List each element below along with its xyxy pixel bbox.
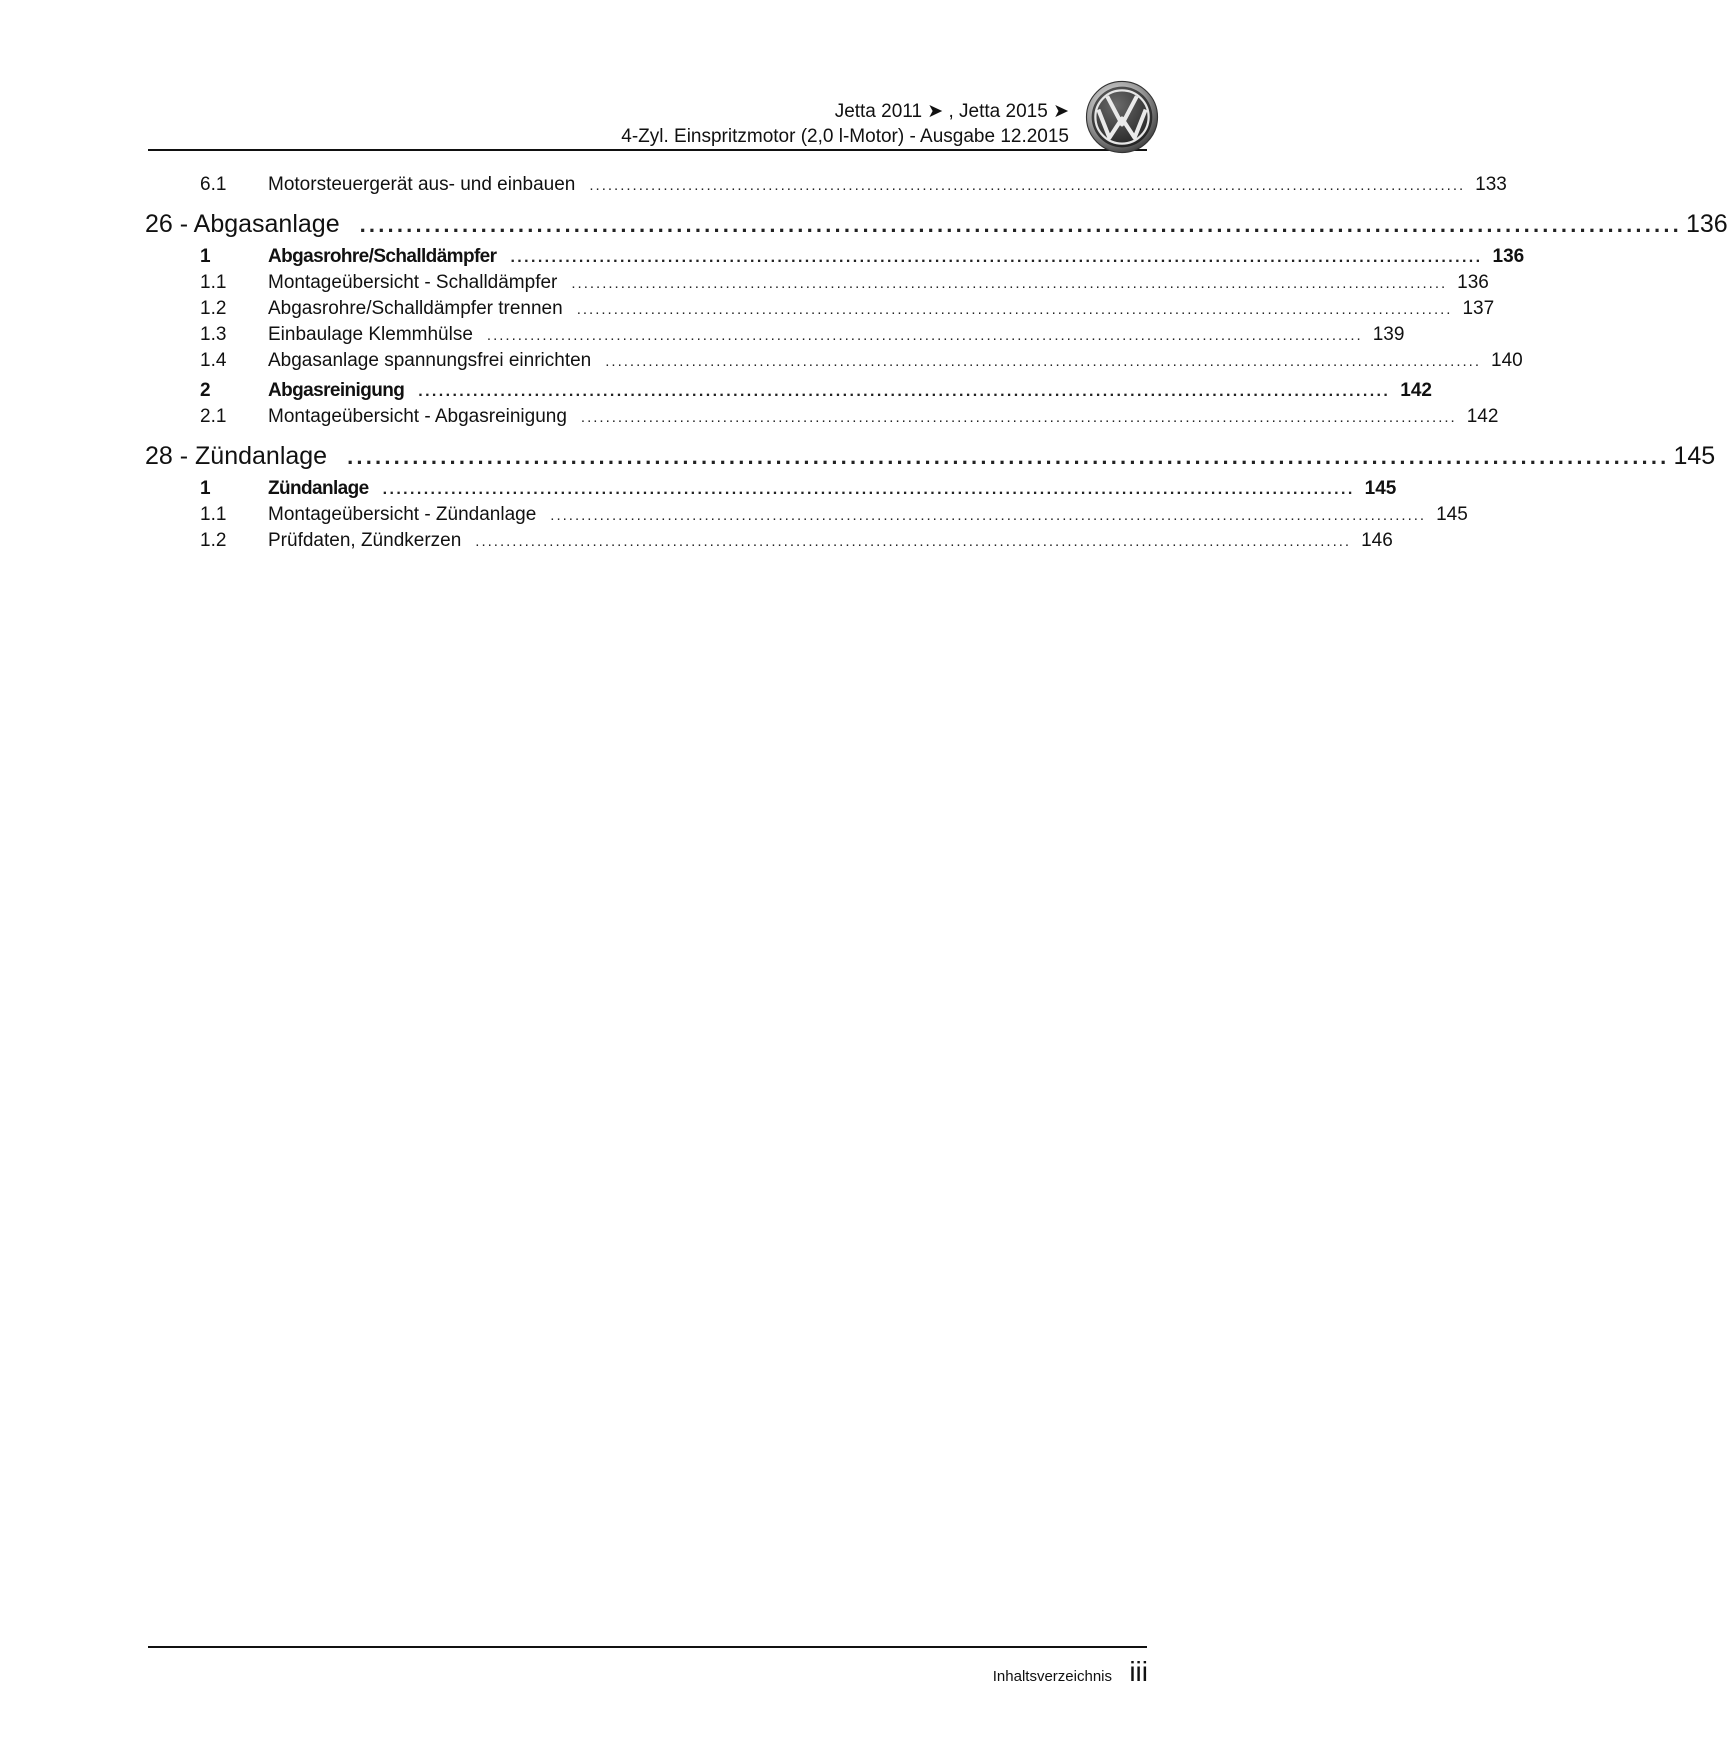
toc-entry[interactable] xyxy=(145,406,1499,432)
toc-entry-number: 1.3 xyxy=(200,324,227,345)
toc-entry-page: 140 xyxy=(1491,350,1523,371)
toc-section[interactable] xyxy=(145,478,1397,504)
toc-chapter-page: 145 xyxy=(1673,442,1716,470)
dot-leader: .............................................................................................................................................. xyxy=(382,481,1355,498)
toc-entry-number: 1.4 xyxy=(200,350,227,371)
toc-entry-title: Montageübersicht - Abgasreinigung xyxy=(268,406,567,427)
dot-leader: .............................................................................................................................................. xyxy=(418,383,1391,400)
toc-entry-page: 145 xyxy=(1436,504,1468,525)
table-of-contents xyxy=(145,174,1728,556)
toc-entry-title: Einbaulage Klemmhülse xyxy=(268,324,473,345)
toc-section-page: 145 xyxy=(1364,478,1397,499)
dot-leader: .............................................................................................................................................. xyxy=(486,327,1363,344)
dot-leader: .............................................................................................................................................. xyxy=(589,177,1466,194)
toc-entry[interactable] xyxy=(145,350,1523,376)
toc-entry[interactable] xyxy=(145,272,1489,298)
toc-section-number: 2 xyxy=(200,380,211,401)
toc-entry-page: 136 xyxy=(1457,272,1489,293)
toc-section-title: Abgasrohre/Schalldämpfer xyxy=(268,246,497,267)
header-model-line: Jetta 2011 ➤ , Jetta 2015 ➤ xyxy=(834,101,1069,122)
toc-entry-number: 1.1 xyxy=(200,272,227,293)
footer-page-number: iii xyxy=(1129,1656,1148,1687)
toc-entry[interactable] xyxy=(145,298,1495,324)
toc-entry-number: 2.1 xyxy=(200,406,227,427)
toc-entry[interactable] xyxy=(145,174,1507,200)
dot-leader: .............................................................................................................................................. xyxy=(605,353,1482,370)
toc-section-page: 136 xyxy=(1492,246,1525,267)
dot-leader: .............................................................................................................................................. xyxy=(347,444,1670,469)
header-divider xyxy=(148,149,1147,151)
toc-section[interactable] xyxy=(145,246,1525,272)
dot-leader: .............................................................................................................................................. xyxy=(550,507,1427,524)
dot-leader: .............................................................................................................................................. xyxy=(576,301,1453,318)
toc-section-number: 1 xyxy=(200,246,211,267)
toc-entry-title: Montageübersicht - Schalldämpfer xyxy=(268,272,558,293)
toc-section-number: 1 xyxy=(200,478,211,499)
toc-section-page: 142 xyxy=(1400,380,1432,401)
toc-entry-title: Abgasanlage spannungsfrei einrichten xyxy=(268,350,592,371)
footer-divider xyxy=(148,1646,1147,1648)
toc-entry[interactable] xyxy=(145,504,1468,530)
toc-entry-page: 139 xyxy=(1372,324,1405,345)
toc-chapter[interactable] xyxy=(145,442,1716,478)
toc-entry[interactable] xyxy=(145,324,1405,350)
dot-leader: .............................................................................................................................................. xyxy=(571,275,1448,292)
dot-leader: .............................................................................................................................................. xyxy=(475,533,1352,550)
toc-chapter[interactable] xyxy=(145,210,1728,246)
toc-entry-page: 133 xyxy=(1475,174,1507,195)
dot-leader: .............................................................................................................................................. xyxy=(510,249,1483,266)
page-header xyxy=(0,0,1240,160)
volkswagen-logo-icon xyxy=(1085,80,1159,154)
toc-entry-title: Motorsteuergerät aus- und einbauen xyxy=(268,174,576,195)
toc-entry-page: 137 xyxy=(1462,298,1495,319)
toc-entry-number: 1.2 xyxy=(200,298,227,319)
toc-entry-number: 1.1 xyxy=(200,504,227,525)
toc-chapter-title: 28 - Zündanlage xyxy=(145,442,328,470)
toc-chapter-title: 26 - Abgasanlage xyxy=(145,210,340,238)
header-engine-line: 4-Zyl. Einspritzmotor (2,0 l-Motor) - Ausgabe 12.2015 xyxy=(621,126,1069,147)
footer-section-label: Inhaltsverzeichnis xyxy=(992,1668,1112,1685)
toc-entry[interactable] xyxy=(145,530,1393,556)
toc-entry-number: 1.2 xyxy=(200,530,227,551)
dot-leader: .............................................................................................................................................. xyxy=(580,409,1457,426)
toc-section[interactable] xyxy=(145,380,1432,406)
toc-entry-title: Prüfdaten, Zündkerzen xyxy=(268,530,462,551)
toc-entry-title: Montageübersicht - Zündanlage xyxy=(268,504,537,525)
toc-entry-title: Abgasrohre/Schalldämpfer trennen xyxy=(268,298,563,319)
toc-section-title: Abgasreinigung xyxy=(268,380,405,401)
dot-leader: .............................................................................................................................................. xyxy=(359,212,1682,237)
toc-chapter-page: 136 xyxy=(1685,210,1728,238)
toc-entry-number: 6.1 xyxy=(200,174,227,195)
toc-entry-page: 142 xyxy=(1466,406,1499,427)
toc-section-title: Zündanlage xyxy=(268,478,369,499)
toc-entry-page: 146 xyxy=(1361,530,1393,551)
